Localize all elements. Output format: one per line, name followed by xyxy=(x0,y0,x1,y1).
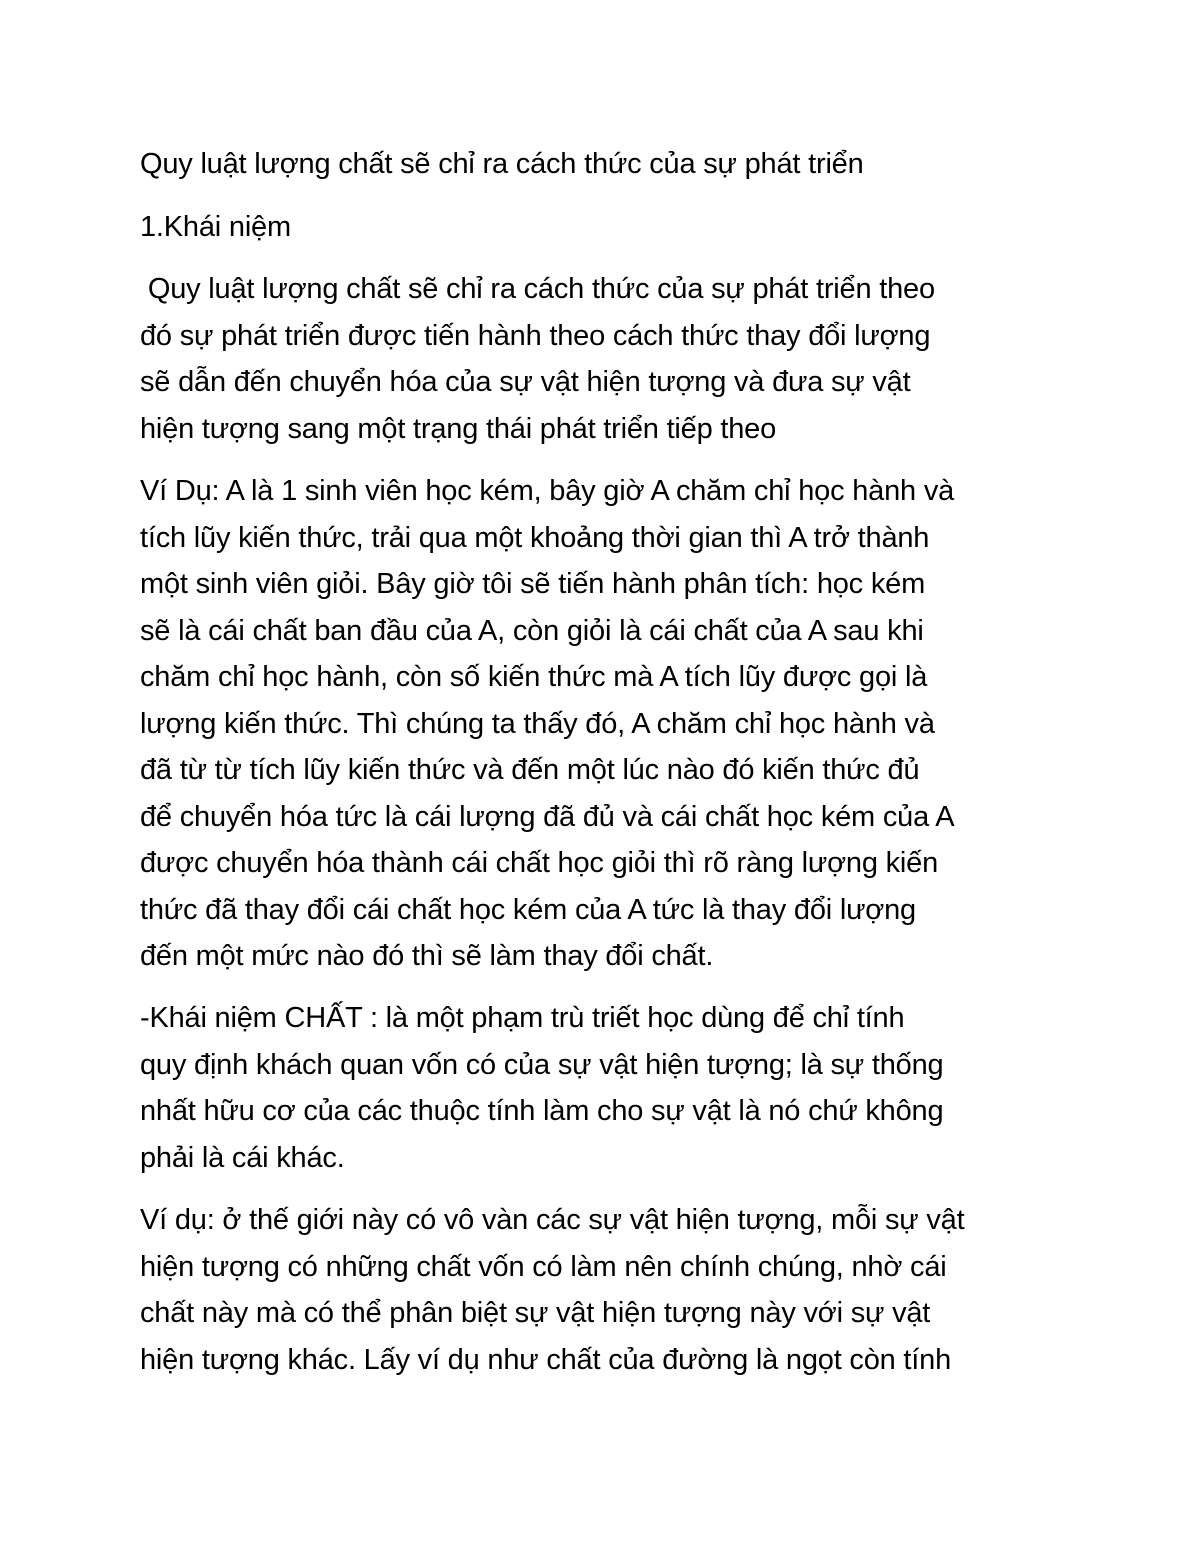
section-heading: 1.Khái niệm xyxy=(140,211,291,243)
paragraph-line: lượng kiến thức. Thì chúng ta thấy đó, A chăm chỉ học hành và xyxy=(140,708,935,740)
paragraph-line: đã từ từ tích lũy kiến thức và đến một lúc nào đó kiến thức đủ xyxy=(140,754,920,786)
paragraph-line: hiện tượng có những chất vốn có làm nên chính chúng, nhờ cái xyxy=(140,1251,947,1283)
paragraph-line: thức đã thay đổi cái chất học kém của A tức là thay đổi lượng xyxy=(140,894,916,926)
paragraph-line: Ví Dụ: A là 1 sinh viên học kém, bây giờ A chăm chỉ học hành và xyxy=(140,475,955,507)
paragraph-line: để chuyển hóa tức là cái lượng đã đủ và cái chất học kém của A xyxy=(140,801,955,833)
paragraph-line: Quy luật lượng chất sẽ chỉ ra cách thức của sự phát triển theo xyxy=(140,273,935,305)
paragraph-line: chất này mà có thể phân biệt sự vật hiện tượng này với sự vật xyxy=(140,1297,931,1329)
paragraph-line: nhất hữu cơ của các thuộc tính làm cho sự vật là nó chứ không xyxy=(140,1095,944,1127)
paragraph-line: phải là cái khác. xyxy=(140,1142,345,1174)
paragraph-line: hiện tượng sang một trạng thái phát triển tiếp theo xyxy=(140,413,777,445)
document-title: Quy luật lượng chất sẽ chỉ ra cách thức của sự phát triển xyxy=(140,148,864,180)
paragraph-line: sẽ dẫn đến chuyển hóa của sự vật hiện tượng và đưa sự vật xyxy=(140,366,911,398)
paragraph-line: chăm chỉ học hành, còn số kiến thức mà A tích lũy được gọi là xyxy=(140,661,928,693)
paragraph-line: tích lũy kiến thức, trải qua một khoảng thời gian thì A trở thành xyxy=(140,522,930,554)
paragraph-line: sẽ là cái chất ban đầu của A, còn giỏi là cái chất của A sau khi xyxy=(140,615,924,647)
paragraph-line: -Khái niệm CHẤT : là một phạm trù triết học dùng để chỉ tính xyxy=(140,1002,905,1034)
paragraph-line: quy định khách quan vốn có của sự vật hiện tượng; là sự thống xyxy=(140,1049,944,1081)
paragraph-line: Ví dụ: ở thế giới này có vô vàn các sự vật hiện tượng, mỗi sự vật xyxy=(140,1204,965,1236)
paragraph-line: đến một mức nào đó thì sẽ làm thay đổi chất. xyxy=(140,940,714,972)
paragraph-line: đó sự phát triển được tiến hành theo cách thức thay đổi lượng xyxy=(140,320,931,352)
paragraph-line: hiện tượng khác. Lấy ví dụ như chất của đường là ngọt còn tính xyxy=(140,1344,951,1376)
paragraph-line: được chuyển hóa thành cái chất học giỏi thì rõ ràng lượng kiến xyxy=(140,847,939,879)
paragraph-line: một sinh viên giỏi. Bây giờ tôi sẽ tiến hành phân tích: học kém xyxy=(140,568,926,600)
